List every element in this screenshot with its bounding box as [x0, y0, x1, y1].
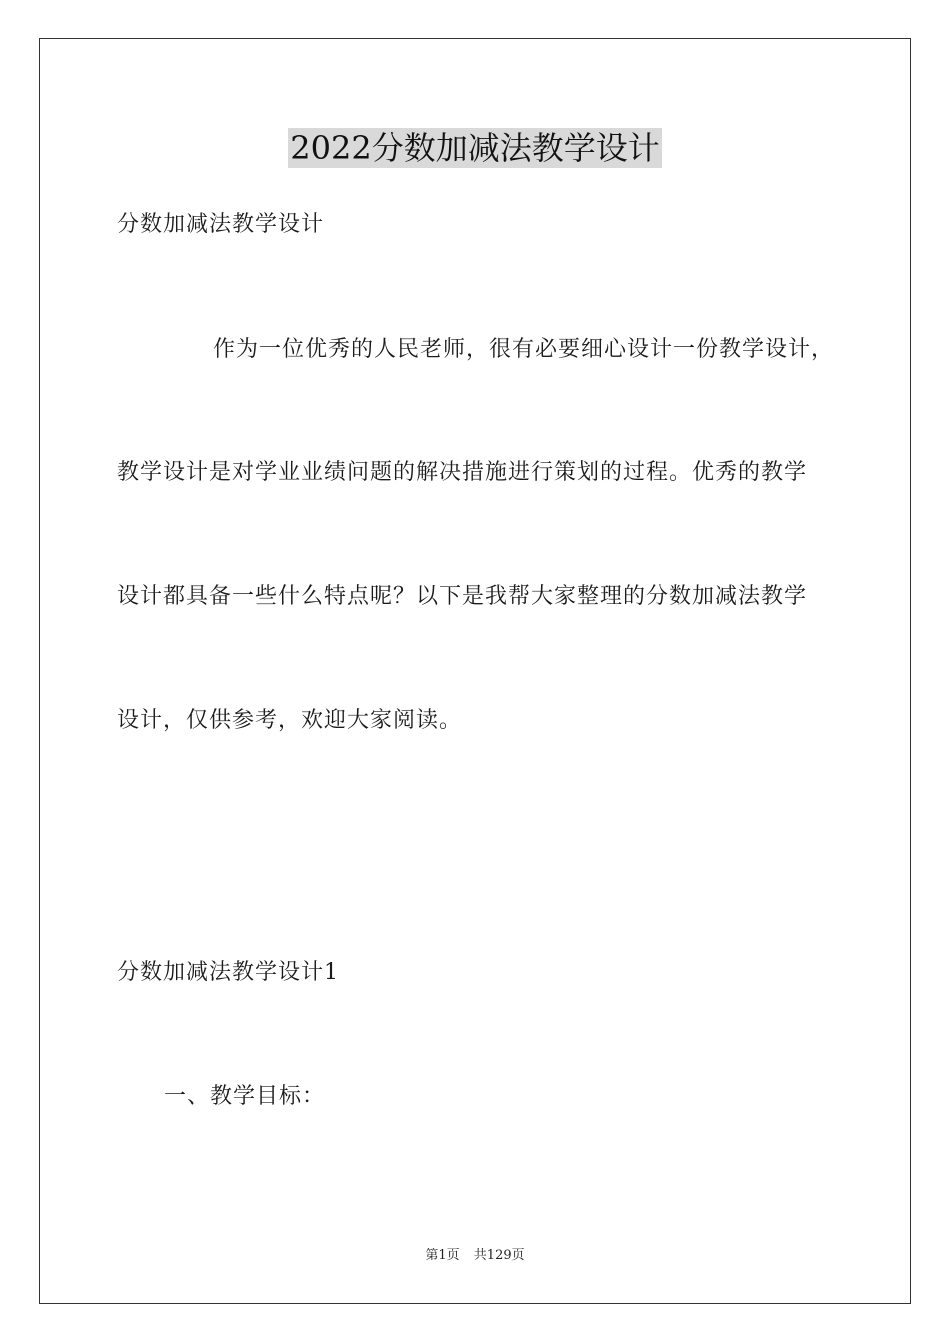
- page-number-total: 共129页: [473, 1248, 525, 1263]
- page-number-current: 第1页: [425, 1248, 460, 1263]
- paragraph-line: 教学设计是对学业业绩问题的解决措施进行策划的过程。优秀的教学: [117, 460, 808, 485]
- paragraph-line: 作为一位优秀的人民老师，很有必要细心设计一份教学设计，: [213, 337, 835, 362]
- section-heading: 分数加减法教学设计1: [117, 960, 339, 985]
- paragraph-line: 设计，仅供参考，欢迎大家阅读。: [117, 708, 463, 733]
- document-subtitle: 分数加减法教学设计: [117, 212, 325, 237]
- page-footer: [0, 1247, 950, 1265]
- paragraph-line: 设计都具备一些什么特点呢？以下是我帮大家整理的分数加减法教学: [117, 584, 808, 609]
- subsection-heading: 一、教学目标：: [164, 1084, 326, 1109]
- document-title: 2022分数加减法教学设计: [290, 129, 660, 167]
- title-container: [0, 128, 950, 168]
